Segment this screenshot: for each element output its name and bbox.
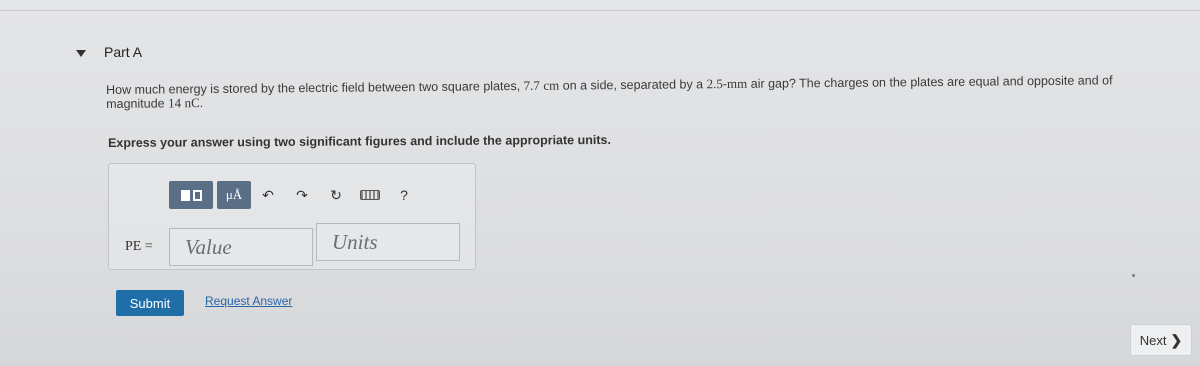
question-segment: How much energy is stored by the electric field between two square plates, xyxy=(106,78,524,97)
chevron-right-icon: ❯ xyxy=(1170,331,1183,348)
units-button[interactable]: μÅ xyxy=(217,181,251,209)
collapse-caret-icon[interactable] xyxy=(76,50,86,57)
length-value: 7.7 xyxy=(523,77,540,93)
templates-icon xyxy=(181,190,190,201)
answer-label: PE = xyxy=(125,239,153,254)
gap-value: 2.5 xyxy=(706,76,723,92)
next-button[interactable] xyxy=(1130,324,1192,356)
length-unit: cm xyxy=(543,77,560,93)
top-divider xyxy=(0,10,1200,11)
question-segment: air gap? The charges on the plates are equal and opposite and of magnitude xyxy=(106,73,1113,111)
templates-icon xyxy=(193,190,202,201)
next-label: Next xyxy=(1139,332,1167,348)
value-input[interactable]: Value xyxy=(169,228,313,266)
reset-icon[interactable]: ↻ xyxy=(330,186,342,203)
gap-unit: mm xyxy=(726,75,748,92)
keyboard-button[interactable] xyxy=(353,181,387,209)
undo-icon[interactable]: ↶ xyxy=(262,186,274,203)
question-segment: on a side, separated by a xyxy=(559,77,707,93)
math-toolbar xyxy=(169,179,421,211)
request-answer-link[interactable]: Request Answer xyxy=(205,294,293,308)
charge-unit: nC xyxy=(184,95,200,111)
units-input[interactable]: Units xyxy=(316,223,460,261)
help-button[interactable]: ? xyxy=(400,187,408,203)
submit-button[interactable]: Submit xyxy=(116,290,184,316)
templates-button[interactable] xyxy=(169,181,213,209)
question-segment: . xyxy=(199,96,204,111)
part-title: Part A xyxy=(104,44,143,60)
part-header[interactable] xyxy=(76,44,142,60)
answer-instruction: Express your answer using two significant figures and include the appropriate units. xyxy=(108,132,611,150)
answer-box xyxy=(108,163,476,270)
question-text: How much energy is stored by the electric field between two square plates, 7.7 cm on a side, separated by a 2.5-mm air gap? The charges on the plates are equal and opposite and of magnitude 14 nC. xyxy=(106,73,1113,111)
stray-dot xyxy=(1132,274,1135,277)
redo-icon[interactable]: ↷ xyxy=(296,186,308,203)
charge-value: 14 xyxy=(167,95,182,111)
keyboard-icon xyxy=(360,190,380,200)
